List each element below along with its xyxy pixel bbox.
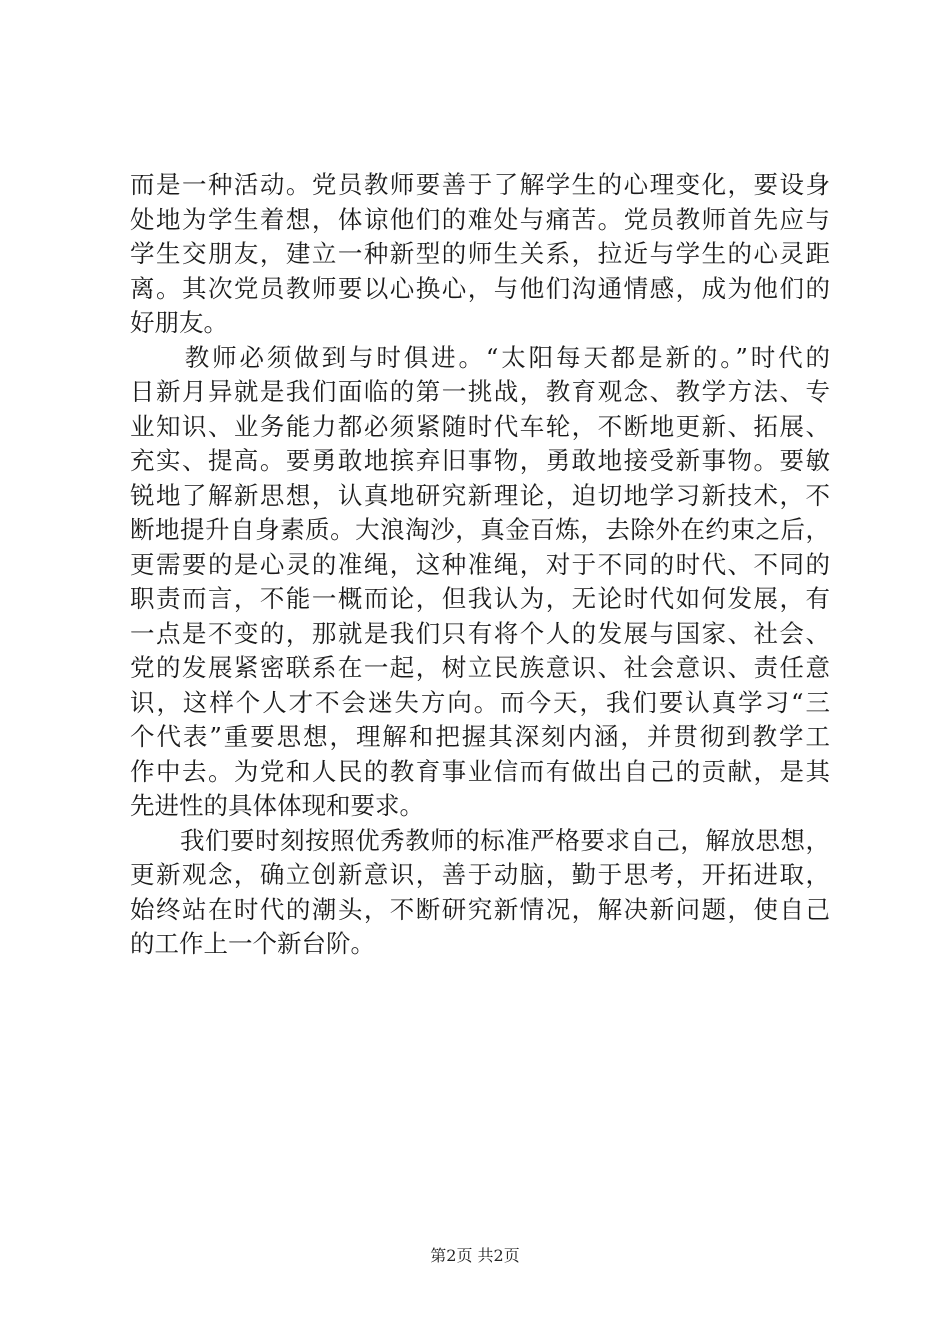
text-line: 更需要的是心灵的准绳，这种准绳，对于不同的时代、不同的: [130, 549, 830, 579]
text-line: 党的发展紧密联系在一起，树立民族意识、社会意识、责任意: [130, 653, 830, 682]
text-line: 识，这样个人才不会迷失方向。而今天，我们要认真学习“三: [130, 687, 830, 717]
text-line: 我们要时刻按照优秀教师的标准严格要求自己，解放思想，: [130, 825, 830, 855]
text-line: 好朋友。: [130, 308, 228, 337]
text-line: 而是一种活动。党员教师要善于了解学生的心理变化，要设身: [130, 170, 830, 199]
text-line: 处地为学生着想，体谅他们的难处与痛苦。党员教师首先应与: [130, 204, 830, 234]
text-line: 教师必须做到与时俱进。“太阳每天都是新的。”时代的: [130, 342, 830, 372]
text-line: 日新月异就是我们面临的第一挑战，教育观念、教学方法、专: [130, 377, 830, 406]
text-line: 个代表”重要思想，理解和把握其深刻内涵，并贯彻到教学工: [130, 722, 830, 751]
text-line: 职责而言，不能一概而论，但我认为，无论时代如何发展，有: [130, 584, 830, 613]
text-line: 学生交朋友，建立一种新型的师生关系，拉近与学生的心灵距: [130, 239, 830, 268]
text-line: 断地提升自身素质。大浪淘沙，真金百炼，去除外在约束之后，: [130, 515, 830, 544]
text-line: 先进性的具体体现和要求。: [130, 791, 424, 820]
text-line: 锐地了解新思想，认真地研究新理论，迫切地学习新技术，不: [130, 480, 830, 510]
text-line: 始终站在时代的潮头，不断研究新情况，解决新问题，使自己: [130, 894, 830, 924]
text-line: 业知识、业务能力都必须紧随时代车轮，不断地更新、拓展、: [130, 411, 830, 441]
page-footer: 第2页 共2页: [430, 1246, 520, 1265]
text-line: 的工作上一个新台阶。: [130, 929, 375, 958]
text-line: 充实、提高。要勇敢地摈弃旧事物，勇敢地接受新事物。要敏: [130, 446, 830, 475]
body-text: [130, 168, 830, 962]
text-line: 更新观念，确立创新意识，善于动脑，勤于思考，开拓进取，: [130, 860, 830, 889]
text-line: 一点是不变的，那就是我们只有将个人的发展与国家、社会、: [130, 618, 830, 648]
text-line: 离。其次党员教师要以心换心，与他们沟通情感，成为他们的: [130, 273, 830, 303]
text-line: 作中去。为党和人民的教育事业信而有做出自己的贡献，是其: [130, 756, 830, 786]
